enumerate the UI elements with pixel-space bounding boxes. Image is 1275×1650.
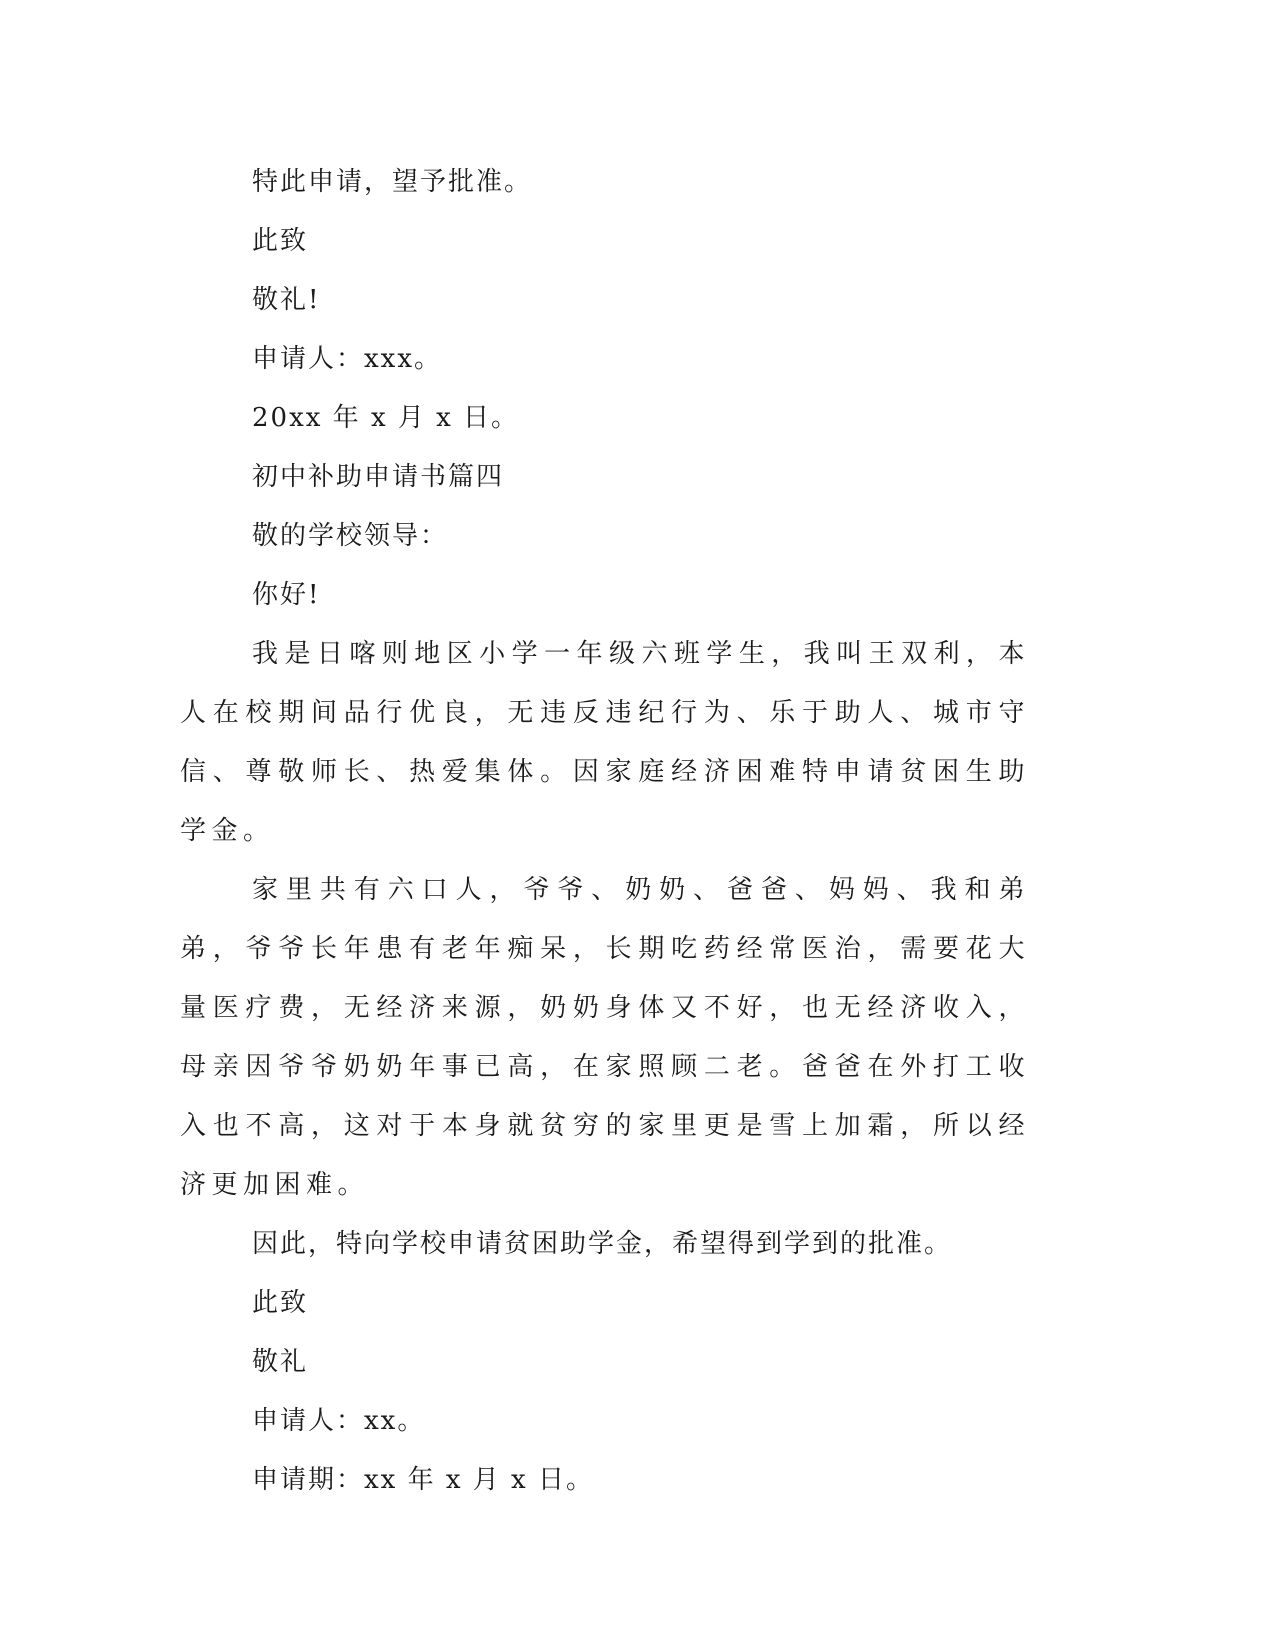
applicant-line: 申请人：xx。 <box>252 1406 426 1436</box>
date-line: 20xx 年 x 月 x 日。 <box>252 403 520 433</box>
salutation-ci-zhi: 此致 <box>252 1288 309 1318</box>
document-body <box>180 153 1030 1510</box>
request-closing: 特此申请，望予批准。 <box>252 167 533 197</box>
salutation-ci-zhi: 此致 <box>252 226 309 256</box>
salutation-jing-li: 敬礼 <box>252 1347 309 1377</box>
body-paragraph: 我是日喀则地区小学一年级六班学生，我叫王双利，本人在校期间品行优良，无违反违纪行为、乐于助人、城市守信、尊敬师长、热爱集体。因家庭经济困难特申请贫困生助学金。 <box>180 639 1030 846</box>
greeting-hello: 你好! <box>252 580 321 610</box>
date-line: 申请期：xx 年 x 月 x 日。 <box>252 1465 594 1495</box>
greeting-recipient: 敬的学校领导： <box>252 521 449 551</box>
section-title: 初中补助申请书篇四 <box>252 462 505 492</box>
salutation-jing-li: 敬礼! <box>252 285 321 315</box>
request-line: 因此，特向学校申请贫困助学金，希望得到学到的批准。 <box>252 1229 953 1259</box>
applicant-line: 申请人：xxx。 <box>252 344 442 374</box>
body-paragraph: 家里共有六口人，爷爷、奶奶、爸爸、妈妈、我和弟弟，爷爷长年患有老年痴呆，长期吃药经常医治，需要花大量医疗费，无经济来源，奶奶身体又不好，也无经济收入，母亲因爷爷奶奶年事已高，在家照顾二老。爸爸在外打工收入也不高，这对于本身就贫穷的家里更是雪上加霜，所以经济更加困难。 <box>180 875 1030 1200</box>
